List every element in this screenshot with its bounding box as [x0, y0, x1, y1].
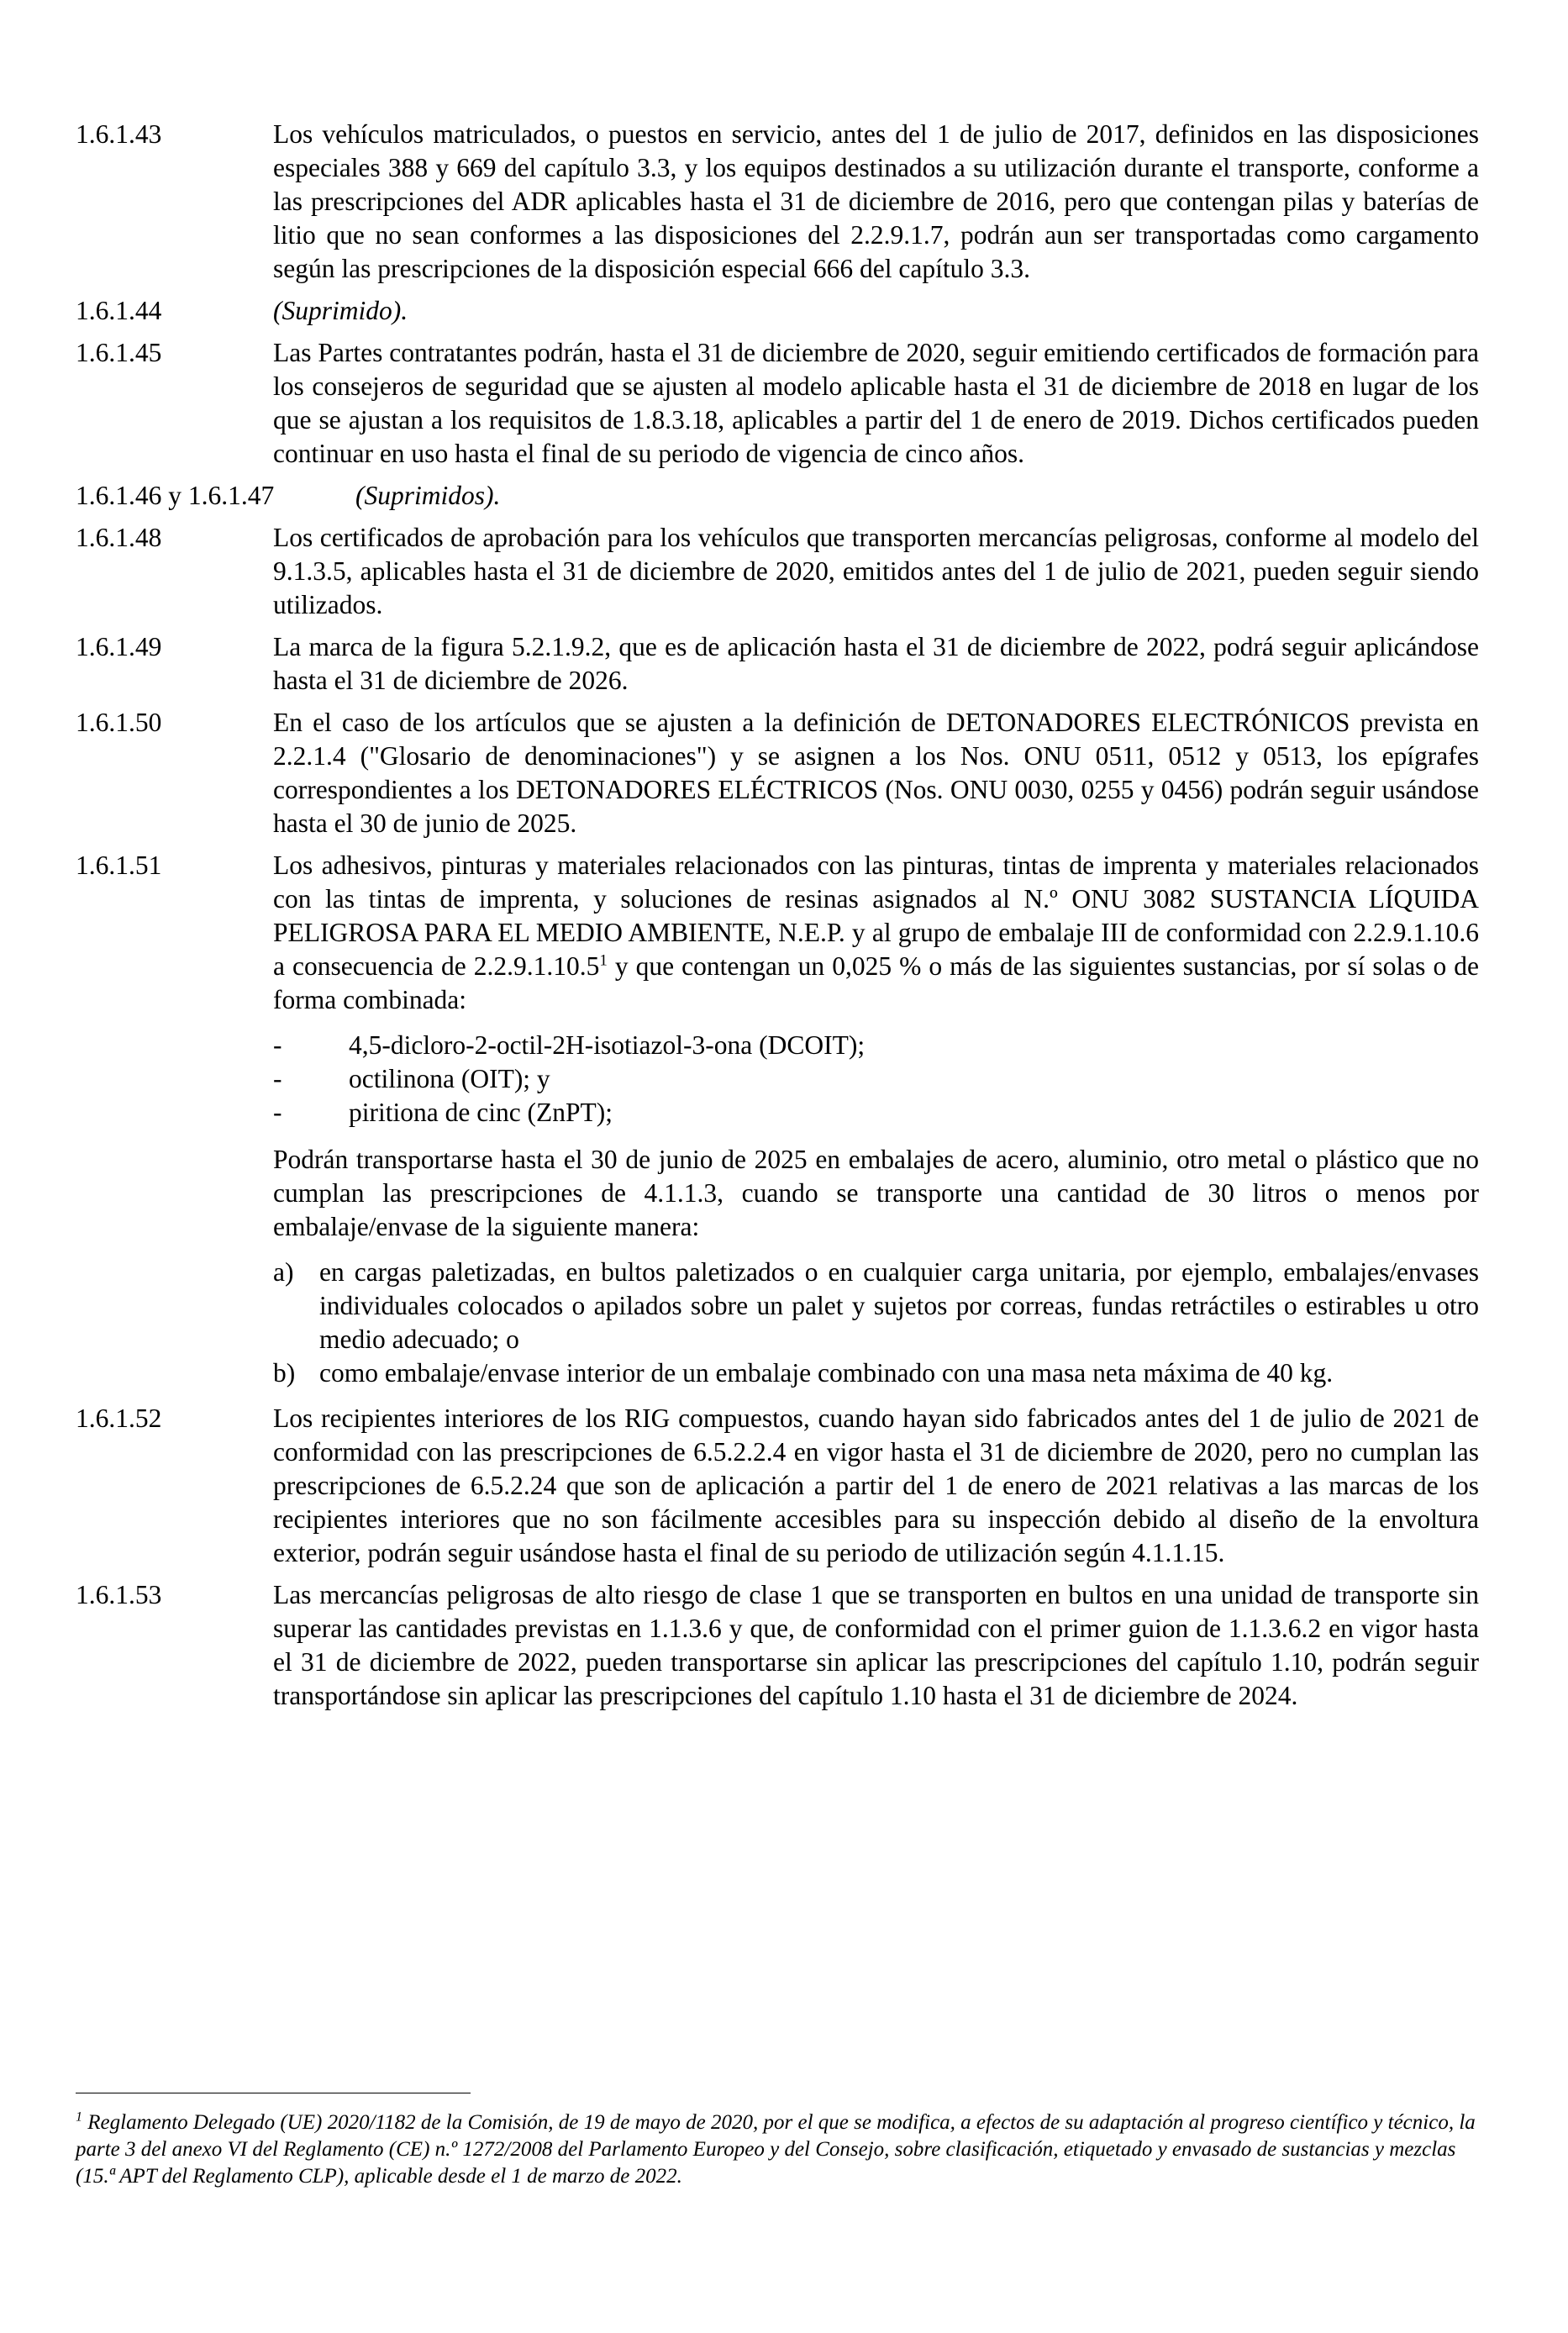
provision-number: 1.6.1.46 y 1.6.1.47 [76, 481, 275, 510]
list-item-text: 4,5-dicloro-2-octil-2H-isotiazol-3-ona (DCOIT); [349, 1030, 866, 1060]
provision-body [273, 849, 1479, 1393]
provision-number: 1.6.1.50 [76, 708, 162, 737]
provision-1-6-1-53 [76, 1578, 1479, 1713]
list-item [273, 1356, 1479, 1390]
provision-text: Los vehículos matriculados, o puestos en servicio, antes del 1 de julio de 2017, definidos en las disposiciones especiales 388 y 669 del capítulo 3.3, y los equipos destinados a su utilización durante el transporte, conforme a las prescripciones del ADR aplicables hasta el 31 de diciembre de 2016, pero que contengan pilas y baterías de litio que no sean conformes a las disposiciones del 2.2.9.1.7, podrán aun ser transportadas como cargamento según las prescripciones de la disposición especial 666 del capítulo 3.3. [273, 119, 1479, 283]
provision-text: (Suprimidos). [355, 481, 501, 510]
footnote [76, 2109, 1479, 2190]
provision-text: Las mercancías peligrosas de alto riesgo de clase 1 que se transporten en bultos en una unidad de transporte sin superar las cantidades previstas en 1.1.3.6 y que, de conformidad con el primer guion de 1.1.3.6.2 en vigor hasta el 31 de diciembre de 2022, pueden transportarse sin aplicar las prescripciones del capítulo 1.10, podrán seguir transportándose sin aplicar las prescripciones del capítulo 1.10 hasta el 31 de diciembre de 2024. [273, 1580, 1479, 1710]
provision-text: Los adhesivos, pinturas y materiales relacionados con las pinturas, tintas de imprenta y materiales relacionados con las tintas de imprenta, y soluciones de resinas asignados al N.º ONU 3082 SUSTANCIA LÍQUIDA PELIGROSA PARA EL MEDIO AMBIENTE, N.E.P. y al grupo de embalaje III de conformidad con 2.2.9.1.10.6 a consecuencia de 2.2.9.1.10.5 [273, 851, 1479, 981]
alpha-marker: a) [273, 1257, 294, 1287]
list-item [273, 1062, 1479, 1096]
provision-number: 1.6.1.53 [76, 1580, 162, 1609]
footnote-text: Reglamento Delegado (UE) 2020/1182 de la Comisión, de 19 de mayo de 2020, por el que se modifica, a efectos de su adaptación al progreso científico y técnico, la parte 3 del anexo VI del Reglamento (CE) n.º 1272/2008 del Parlamento Europeo y del Consejo, sobre clasificación, etiquetado y envasado de sustancias y mezclas (15.ª APT del Reglamento CLP), aplicable desde el 1 de marzo de 2022. [76, 2111, 1476, 2188]
provision-number: 1.6.1.52 [76, 1403, 162, 1433]
provision-text: La marca de la figura 5.2.1.9.2, que es de aplicación hasta el 31 de diciembre de 2022, podrá seguir aplicándose hasta el 31 de diciembre de 2026. [273, 632, 1479, 695]
provision-1-6-1-48 [76, 521, 1479, 622]
dash-marker: - [273, 1030, 282, 1060]
list-item [273, 1256, 1479, 1356]
packaging-options-list [273, 1256, 1479, 1390]
list-item-text: en cargas paletizadas, en bultos paletizados o en cualquier carga unitaria, por ejemplo, embalajes/envases individuales colocados o apilados sobre un palet y sujetos por correas, fundas retráctiles o estirables u otro medio adecuado; o [319, 1257, 1479, 1354]
provision-text: En el caso de los artículos que se ajusten a la definición de DETONADORES ELECTRÓNICOS prevista en 2.2.1.4 ("Glosario de denominaciones") y se asignen a los Nos. ONU 0511, 0512 y 0513, los epígrafes correspondientes a los DETONADORES ELÉCTRICOS (Nos. ONU 0030, 0255 y 0456) podrán seguir usándose hasta el 30 de junio de 2025. [273, 708, 1479, 838]
provision-1-6-1-49 [76, 630, 1479, 698]
footnote-reference: 1 [599, 951, 608, 970]
list-item-text: octilinona (OIT); y [349, 1064, 550, 1093]
provision-text-cont: y que contengan un 0,025 % o más de las siguientes sustancias, por sí solas o de forma combinada: [273, 951, 1479, 1014]
provision-text: Los recipientes interiores de los RIG compuestos, cuando hayan sido fabricados antes del 1 de julio de 2021 de conformidad con las prescripciones de 6.5.2.2.4 en vigor hasta el 31 de diciembre de 2020, pero no cumplan las prescripciones de 6.5.2.24 que son de aplicación a partir del 1 de enero de 2021 relativas a las marcas de los recipientes interiores que no son fácilmente accesibles para su inspección debido al diseño de la envoltura exterior, podrán seguir usándose hasta el final de su periodo de utilización según 4.1.1.15. [273, 1403, 1479, 1567]
list-item [273, 1096, 1479, 1130]
provision-1-6-1-51 [76, 849, 1479, 1393]
provision-number: 1.6.1.44 [76, 296, 162, 325]
list-item-text: piritiona de cinc (ZnPT); [349, 1098, 613, 1127]
provision-number: 1.6.1.45 [76, 338, 162, 367]
provision-1-6-1-44 [76, 294, 1479, 328]
provisions-list [76, 118, 1479, 1721]
dash-marker: - [273, 1098, 282, 1127]
provision-text: Los certificados de aprobación para los vehículos que transporten mercancías peligrosas, conforme al modelo del 9.1.3.5, aplicables hasta el 31 de diciembre de 2020, emitidos antes del 1 de julio de 2021, pueden seguir siendo utilizados. [273, 523, 1479, 619]
alpha-marker: b) [273, 1358, 296, 1388]
list-item [273, 1029, 1479, 1062]
provision-paragraph: Podrán transportarse hasta el 30 de junio de 2025 en embalajes de acero, aluminio, otro metal o plástico que no cumplan las prescripciones de 4.1.1.3, cuando se transporte una cantidad de 30 litros o menos por embalaje/envase de la siguiente manera: [273, 1145, 1479, 1241]
provision-number: 1.6.1.49 [76, 632, 162, 661]
provision-paragraph [273, 849, 1479, 1017]
provision-1-6-1-52 [76, 1402, 1479, 1570]
provision-text: (Suprimido). [273, 296, 408, 325]
provision-text: Las Partes contratantes podrán, hasta el 31 de diciembre de 2020, seguir emitiendo certificados de formación para los consejeros de seguridad que se ajusten al modelo aplicable hasta el 31 de diciembre de 2018 en lugar de los que se ajustan a los requisitos de 1.8.3.18, aplicables a partir del 1 de enero de 2019. Dichos certificados pueden continuar en uso hasta el final de su periodo de vigencia de cinco años. [273, 338, 1479, 468]
provision-1-6-1-46-47 [76, 479, 1479, 513]
provision-number: 1.6.1.48 [76, 523, 162, 552]
provision-number: 1.6.1.43 [76, 119, 162, 149]
provision-1-6-1-50 [76, 706, 1479, 840]
list-item-text: como embalaje/envase interior de un embalaje combinado con una masa neta máxima de 40 kg. [319, 1358, 1334, 1388]
footnote-marker: 1 [76, 2109, 82, 2125]
provision-1-6-1-45 [76, 336, 1479, 471]
dash-marker: - [273, 1064, 282, 1093]
provision-number: 1.6.1.51 [76, 851, 162, 880]
substance-list [273, 1029, 1479, 1130]
provision-1-6-1-43 [76, 118, 1479, 286]
